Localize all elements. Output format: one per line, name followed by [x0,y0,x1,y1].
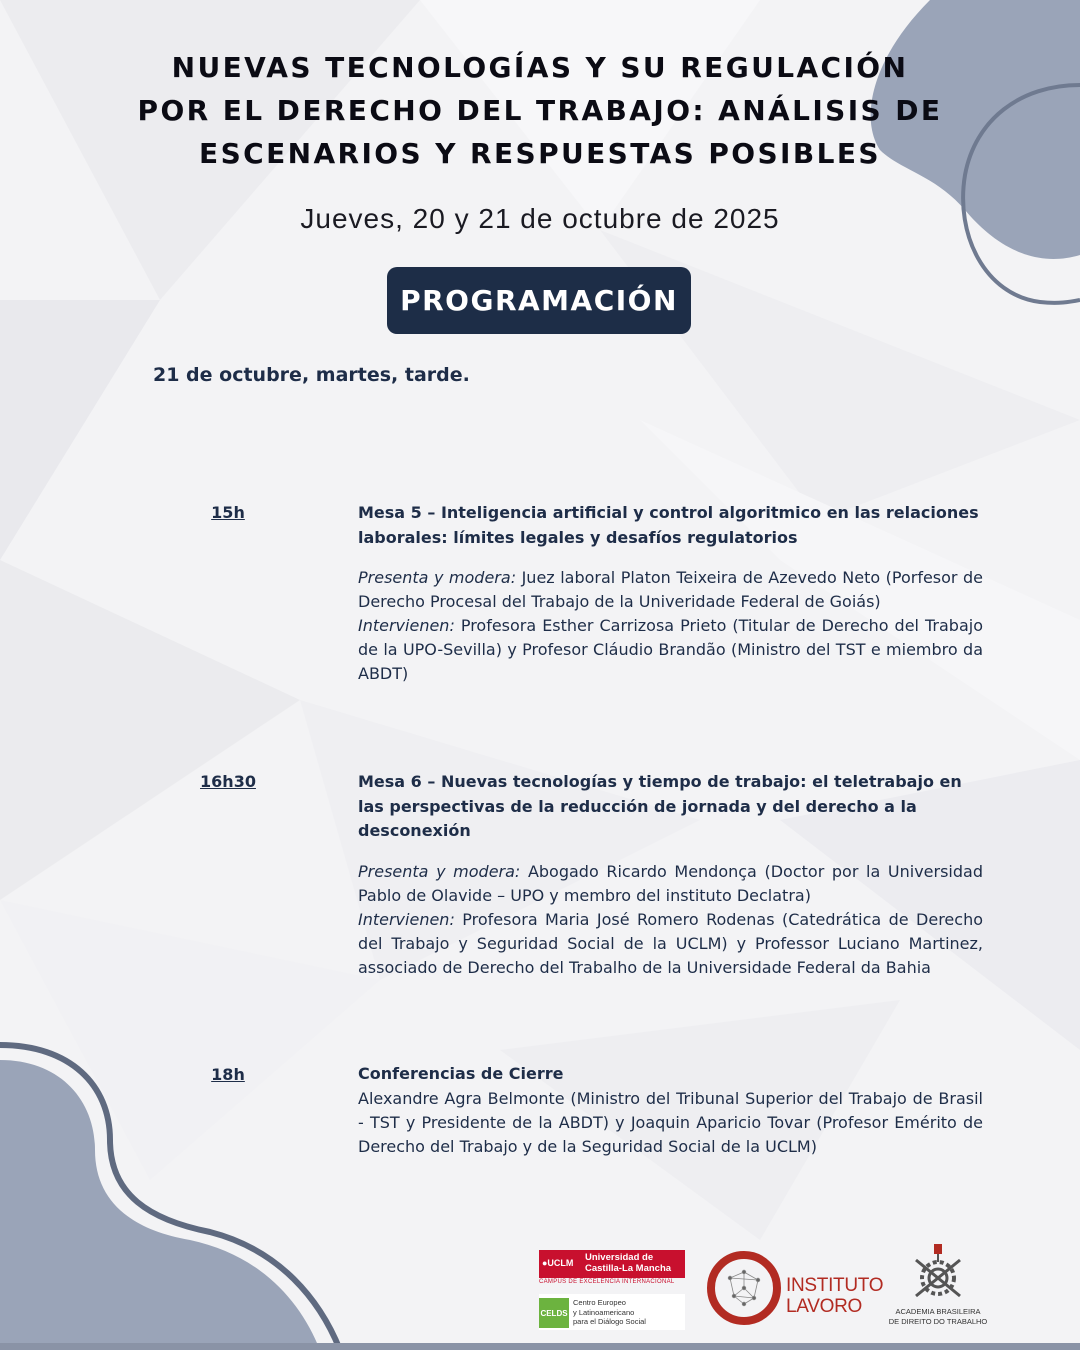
title-line-1: NUEVAS TECNOLOGÍAS Y SU REGULACIÓN [171,51,909,84]
moderator-label: Presenta y modera: [358,568,517,587]
lavoro-text [786,1275,883,1317]
moderator-label: Presenta y modera: [358,861,521,881]
lavoro-line-2: LAVORO [786,1296,862,1317]
title-line-2: POR EL DERECHO DEL TRABAJO: ANÁLISIS DE [137,94,943,127]
programacion-badge: PROGRAMACIÓN [387,267,691,334]
title-line-3: ESCENARIOS Y RESPUESTAS POSIBLES [199,137,881,170]
uclm-tag: ●UCLM [542,1258,574,1268]
moderator-text: Juez laboral Platon Teixeira de Azevedo Neto (Porfesor de Derecho Procesal del Trabajo de la Univeridade Federal de Goiás) [358,568,983,611]
abdt-line-1: ACADEMIA BRASILEIRA [895,1307,981,1316]
sponsor-logos [0,1240,1080,1340]
speakers-label: Intervienen: [358,909,455,929]
event-title [90,46,990,175]
session-title: Mesa 6 – Nuevas tecnologías y tiempo de trabajo: el teletrabajo en las perspectivas de la reducción de jornada y del derecho a la desconexión [358,772,962,840]
abdt-emblem-icon [888,1240,988,1304]
abdt-logo [888,1240,988,1332]
uclm-name-line-1: Universidad de [585,1252,654,1263]
celds-line-2: y Latinoamericano [573,1307,635,1317]
uclm-subtitle: CAMPUS DE EXCELENCIA INTERNACIONAL [539,1279,675,1285]
celds-line-3: para el Diálogo Social [573,1317,646,1326]
session-content [358,501,983,686]
speakers-label: Intervienen: [358,616,455,635]
day-heading: 21 de octubre, martes, tarde. [153,364,470,386]
abdt-line-2: DE DIREITO DO TRABALHO [888,1316,988,1326]
celds-logo [539,1294,685,1330]
session-time: 18h [211,1065,245,1084]
session-content [358,1062,983,1159]
session-moderator [358,860,983,908]
session-title: Conferencias de Cierre [358,1064,564,1083]
session-text: Alexandre Agra Belmonte (Ministro del Tribunal Superior del Trabajo de Brasil - TST y Presidente de la ABDT) y Joaquin Aparicio Tovar (Profesor Emérito de Derecho del Trabajo y de la Seguridad Social de la UCLM) [358,1088,983,1156]
speakers-text: Profesora Esther Carrizosa Prieto (Titular de Derecho del Trabajo de la UPO-Sevilla) y Profesor Cláudio Brandão (Ministro del TST e miembro da ABDT) [358,616,983,683]
celds-mark: CELDS [539,1298,569,1328]
lavoro-line-1: INSTITUTO [786,1275,884,1296]
session-content [358,770,983,980]
lavoro-ring-icon [704,1246,788,1330]
session-time: 16h30 [200,772,256,791]
instituto-lavoro-logo [704,1246,884,1330]
uclm-name-line-2: Castilla-La Mancha [585,1263,672,1274]
session-title: Mesa 5 – Inteligencia artificial y control algoritmico en las relaciones laborales: límites legales y desafíos regulatorios [358,503,979,547]
moderator-text: Abogado Ricardo Mendonça (Doctor por la Universidad Pablo de Olavide – UPO y membro del instituto Declatra) [358,861,983,905]
event-date: Jueves, 20 y 21 de octubre de 2025 [300,203,780,234]
abdt-text [888,1307,988,1326]
speakers-text: Profesora Maria José Romero Rodenas (Catedrática de Derecho del Trabajo y Seguridad Social de la UCLM) y Professor Luciano Martinez, associado de Derecho del Trabalho de la Universidade Federal da Bahia [358,909,983,977]
celds-line-1: Centro Europeo [573,1298,626,1307]
uclm-name [585,1252,671,1274]
uclm-red-bar [539,1250,685,1278]
uclm-logo [539,1250,685,1330]
session-moderator [358,566,983,614]
celds-text [573,1298,646,1327]
session-speakers [358,908,983,980]
session-speakers [358,614,983,686]
session-time: 15h [211,503,245,522]
